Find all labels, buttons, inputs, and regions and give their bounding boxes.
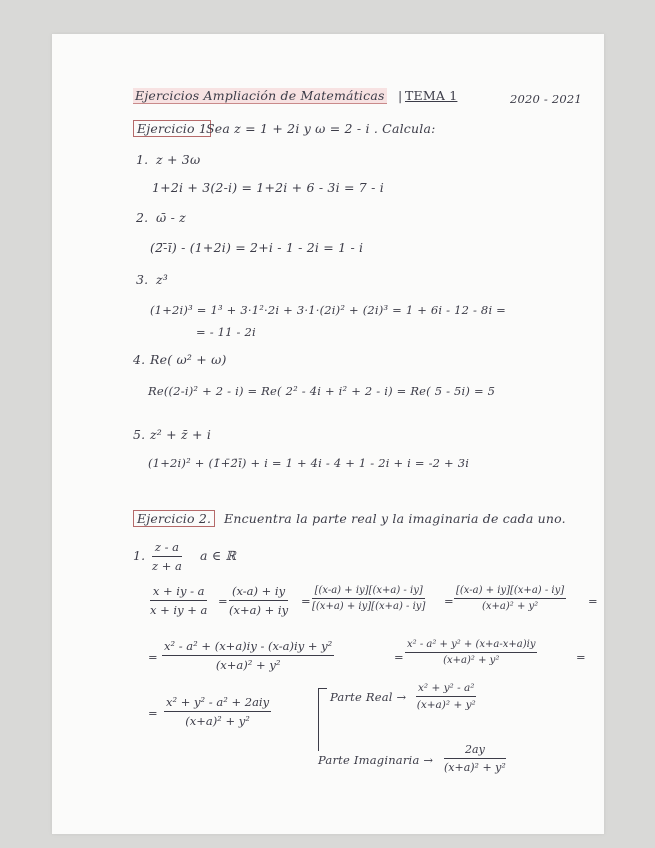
equals-sign: = [218,594,228,608]
equals-sign: = [588,594,598,608]
ex2-item-fraction [152,540,182,573]
ex2-statement: Encuentra la parte real y la imaginaria de cada uno. [224,511,566,526]
tema-label: TEMA 1 [405,88,458,103]
ex2-item-number: 1. [133,548,146,563]
ex1-statement: Sea z = 1 + 2i y ω = 2 - i . Calcula: [206,121,436,136]
step2-frac-1: $\frac{\text{x² - a² + (x+a)iy - (x-a)iy + y²}}{\text{(x+a)² + y²}}$ [164,639,333,672]
ex2-item-numerator: z - a [152,540,182,557]
ex1-item3-expr: z³ [156,272,168,287]
ex1-item1-expr: z + 3ω [156,152,201,167]
ex2-item-condition: a ∈ ℝ [200,548,237,563]
ex1-item1-line: 1+2i + 3(2-i) = 1+2i + 6 - 3i = 7 - i [152,180,384,195]
ex1-item1-number: 1. [136,152,149,167]
ex1-item5-expr: z² + z̄ + i [150,427,212,442]
ex1-item2-line: (2̄-̄ī) - (1+2i) = 2+i - 1 - 2i = 1 - i [150,240,364,255]
ex1-item5-line: (1+2i)² + (1̄+̄2̄ī) + i = 1 + 4i - 4 + 1 - 2i + i = -2 + 3i [148,456,470,470]
equals-sign: = [576,650,586,664]
ex2-item-denominator: z + a [152,559,182,573]
result-brace [318,688,327,751]
step3-frac: x² + y² - a² + 2aiy (x+a)² + y² [166,695,270,728]
ex1-item3-line1: (1+2i)³ = 1³ + 3·1²·2i + 3·1·(2i)² + (2i)³ = 1 + 6i - 12 - 8i = [150,303,507,317]
equals-sign: = [148,650,158,664]
ex1-item4-expr: Re( ω² + ω) [150,352,227,367]
title-separator: | [398,88,403,103]
equals-sign: = [148,706,158,720]
ex1-item4-number: 4. [133,352,146,367]
equals-sign: = [444,594,454,608]
equals-sign: = [394,650,404,664]
ex1-label: Ejercicio 1 [133,120,211,137]
ex1-item3-line2: = - 11 - 2i [196,325,256,339]
equals-sign: = [301,594,311,608]
step1-frac-3: $\frac{[(x-a) + iy][(x+a) - iy]}{[(x+a) + iy][(x+a) - iy]}$ [312,585,426,612]
imag-part-label: Parte Imaginaria → [318,753,434,767]
ex1-item4-line: Re((2-i)² + 2 - i) = Re( 2² - 4i + i² + 2 - i) = Re( 5 - 5i) = 5 [148,384,496,398]
document-title: Ejercicios Ampliación de Matemáticas [135,88,385,103]
real-part-label: Parte Real → [330,690,407,704]
step1-frac-2: $\frac{(x-a) + iy}{(x+a) + iy}$ [229,584,289,617]
ex1-item2-expr: ω̄ - z [156,210,186,225]
ex1-item3-number: 3. [136,272,149,287]
step1-frac-4: $\frac{[(x-a) + iy][(x+a) - iy]}{\text{(x+a)² + y²}}$ [456,585,565,612]
imag-part-fraction: $\frac{2ay}{\text{(x+a)² + y²}}$ [444,743,506,774]
school-year: 2020 - 2021 [510,92,582,106]
ex1-item2-number: 2. [136,210,149,225]
real-part-fraction: $\frac{\text{x² + y² - a²}}{\text{(x+a)² + y²}}$ [416,682,476,711]
step1-frac-1: $\frac{x + iy - a}{x + iy + a}$ [150,584,208,617]
ex2-label: Ejercicio 2. [133,510,215,527]
ex1-item5-number: 5. [133,427,146,442]
step2-frac-2: $\frac{\text{x² - a² + y² + (x+a-x+a)iy}}{\text{(x+a)² + y²}}$ [407,639,536,666]
